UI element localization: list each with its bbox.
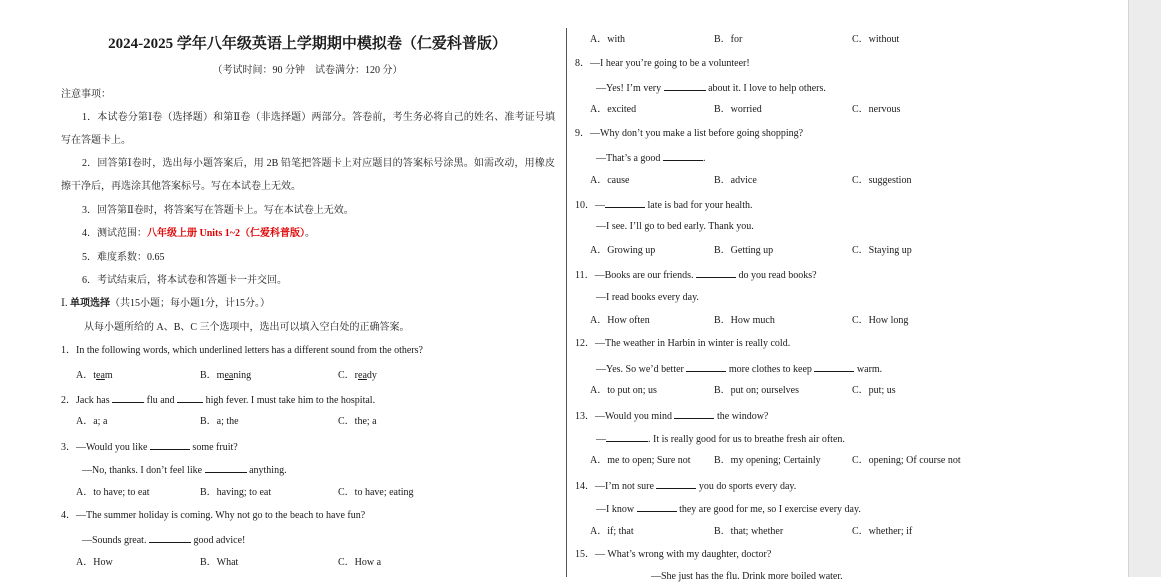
answer-blank bbox=[177, 393, 203, 403]
q4-option-a: A．How bbox=[76, 557, 113, 568]
q12-option-b: B．put on; ourselves bbox=[714, 385, 799, 396]
q10-option-c: C．Staying up bbox=[852, 245, 912, 256]
q7-option-b: B．for bbox=[714, 34, 743, 45]
q9-option-c: C．suggestion bbox=[852, 175, 912, 186]
q9-option-b: B．advice bbox=[714, 175, 757, 186]
q2-option-c: C．the; a bbox=[338, 416, 377, 427]
q3-option-b: B．having; to eat bbox=[200, 487, 272, 498]
answer-blank bbox=[637, 502, 677, 512]
q13-stem: 13．—Would you mind the window? bbox=[575, 411, 769, 422]
q15-response: —She just has the flu. Drink more boiled water. bbox=[651, 571, 843, 582]
q11-option-b: B．How much bbox=[714, 315, 775, 326]
q11-stem: 11．—Books are our friends. do you read books? bbox=[575, 270, 817, 281]
answer-blank bbox=[686, 362, 726, 372]
q11-option-a: A．How often bbox=[590, 315, 650, 326]
answer-blank bbox=[150, 440, 190, 450]
answer-blank bbox=[605, 198, 645, 208]
q9-stem: 9．—Why don’t you make a list before going shopping? bbox=[575, 128, 804, 139]
answer-blank bbox=[149, 533, 191, 543]
answer-blank bbox=[112, 393, 144, 403]
answer-blank bbox=[664, 81, 706, 91]
q8-stem: 8．—I hear you’re going to be a volunteer! bbox=[575, 58, 750, 69]
q4-response: —Sounds great. good advice! bbox=[82, 535, 246, 546]
q8-option-b: B．worried bbox=[714, 104, 762, 115]
q8-option-a: A．excited bbox=[590, 104, 637, 115]
q10-option-a: A．Growing up bbox=[590, 245, 656, 256]
exam-title: 2024-2025 学年八年级英语上学期期中模拟卷（仁爱科普版） bbox=[108, 36, 507, 52]
q1-option-a: A．team bbox=[76, 370, 113, 381]
section-heading-prefix: Ⅰ. bbox=[61, 298, 68, 309]
q10-stem: 10．— late is bad for your health. bbox=[575, 200, 753, 211]
column-divider bbox=[566, 28, 567, 577]
test-scope-highlight: 八年级上册 Units 1~2（仁爱科普版） bbox=[147, 228, 305, 239]
q1-stem: 1．In the following words, which underlined letters has a different sound from the others? bbox=[61, 345, 423, 356]
section-heading-rest: （共15小题；每小题1分，计15分。） bbox=[109, 298, 270, 309]
q10-option-b: B．Getting up bbox=[714, 245, 774, 256]
q3-stem: 3．—Would you like some fruit? bbox=[61, 442, 238, 453]
q9-response: —That’s a good . bbox=[596, 153, 706, 164]
q11-response: —I read books every day. bbox=[596, 292, 699, 303]
q7-option-a: A．with bbox=[590, 34, 625, 45]
q3-response: —No, thanks. I don’t feel like anything. bbox=[82, 465, 287, 476]
answer-blank bbox=[606, 432, 648, 442]
viewer-background bbox=[1128, 0, 1161, 577]
q14-response: —I know they are good for me, so I exercise every day. bbox=[596, 504, 861, 515]
note-item-3: 3．回答第Ⅱ卷时，将答案写在答题卡上。写在本试卷上无效。 bbox=[82, 205, 354, 216]
q14-stem: 14．—I’m not sure you do sports every day. bbox=[575, 481, 797, 492]
exam-info: （考试时间：90 分钟 试卷满分：120 分） bbox=[212, 65, 403, 76]
q14-option-c: C．whether; if bbox=[852, 526, 913, 537]
answer-blank bbox=[656, 479, 696, 489]
q13-option-c: C．opening; Of course not bbox=[852, 455, 961, 466]
q12-option-c: C．put; us bbox=[852, 385, 896, 396]
q4-option-c: C．How a bbox=[338, 557, 382, 568]
q2-stem: 2．Jack has flu and high fever. I must take him to the hospital. bbox=[61, 395, 376, 406]
note-item-5: 5．难度系数：0.65 bbox=[82, 252, 165, 263]
q2-option-b: B．a; the bbox=[200, 416, 239, 427]
q4-option-b: B．What bbox=[200, 557, 239, 568]
q13-response: — . It is really good for us to breathe fresh air often. bbox=[596, 434, 845, 445]
q7-option-c: C．without bbox=[852, 34, 900, 45]
note-item-6: 6．考试结束后，将本试卷和答题卡一并交回。 bbox=[82, 275, 287, 286]
q15-stem: 15．— What’s wrong with my daughter, doctor? bbox=[575, 549, 772, 560]
q1-option-b: B．meaning bbox=[200, 370, 252, 381]
section-heading bbox=[61, 298, 270, 310]
section-heading-bold: 单项选择 bbox=[69, 298, 110, 309]
q3-option-c: C．to have; eating bbox=[338, 487, 414, 498]
note-item-1: 1．本试卷分第Ⅰ卷（选择题）和第Ⅱ卷（非选择题）两部分。答卷前，考生务必将自己的姓名、准考证号填写在答题卡上。 bbox=[61, 112, 555, 146]
answer-blank bbox=[674, 409, 714, 419]
q14-option-b: B．that; whether bbox=[714, 526, 784, 537]
q13-option-b: B．my opening; Certainly bbox=[714, 455, 821, 466]
note-item-2: 2．回答第Ⅰ卷时，选出每小题答案后，用 2B 铅笔把答题卡上对应题目的答案标号涂黑。如需改动，用橡皮擦干净后，再选涂其他答案标号。写在本试卷上无效。 bbox=[61, 158, 555, 192]
q8-response: —Yes! I’m very about it. I love to help others. bbox=[596, 83, 826, 94]
note-item-4-suffix: 。 bbox=[304, 228, 315, 239]
section-instruction: 从每小题所给的 A、B、C 三个选项中，选出可以填入空白处的正确答案。 bbox=[84, 322, 410, 333]
q4-stem: 4．—The summer holiday is coming. Why not go to the beach to have fun? bbox=[61, 510, 366, 521]
q8-option-c: C．nervous bbox=[852, 104, 901, 115]
note-item-4-prefix: 4．测试范围： bbox=[82, 228, 147, 239]
q10-response: —I see. I’ll go to bed early. Thank you. bbox=[596, 221, 754, 232]
q11-option-c: C．How long bbox=[852, 315, 909, 326]
q12-option-a: A．to put on; us bbox=[590, 385, 657, 396]
answer-blank bbox=[663, 151, 703, 161]
note-item-4 bbox=[82, 228, 315, 240]
q12-stem: 12．—The weather in Harbin in winter is really cold. bbox=[575, 338, 791, 349]
answer-blank bbox=[696, 268, 736, 278]
q14-option-a: A．if; that bbox=[590, 526, 634, 537]
notes-heading: 注意事项： bbox=[61, 89, 111, 100]
q9-option-a: A．cause bbox=[590, 175, 630, 186]
q3-option-a: A．to have; to eat bbox=[76, 487, 150, 498]
q13-option-a: A．me to open; Sure not bbox=[590, 455, 691, 466]
q2-option-a: A．a; a bbox=[76, 416, 108, 427]
q12-response: —Yes. So we’d better more clothes to keep warm. bbox=[596, 364, 883, 375]
q1-option-c: C．ready bbox=[338, 370, 377, 381]
answer-blank bbox=[814, 362, 854, 372]
answer-blank bbox=[205, 463, 247, 473]
